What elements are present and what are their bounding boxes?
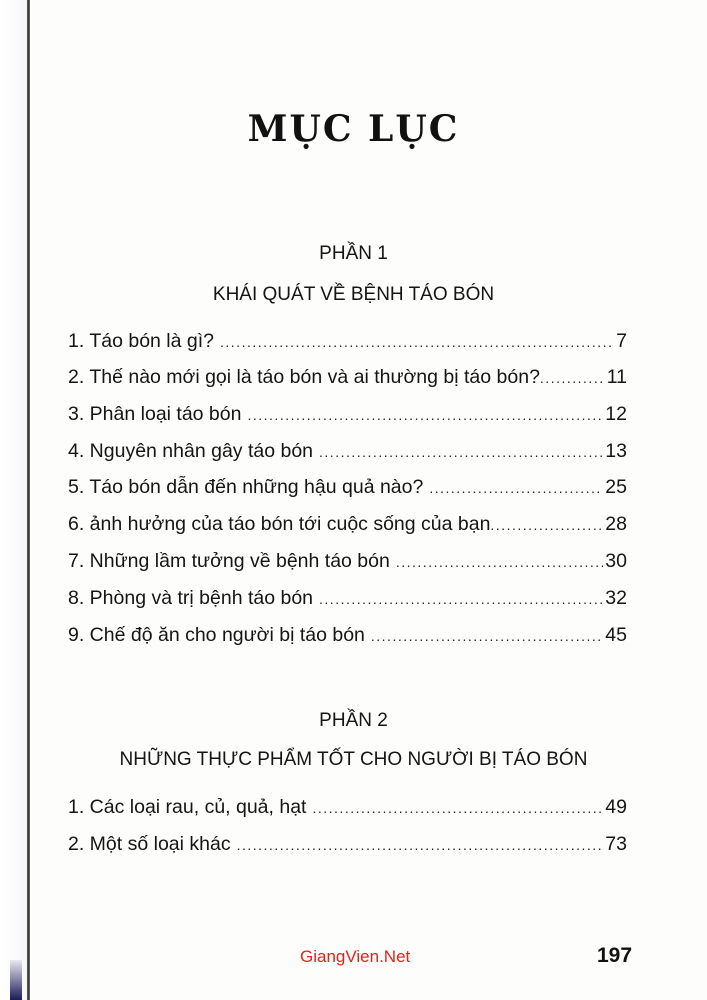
toc-entry-label: 2. Thế nào mới gọi là táo bón và ai thường bị táo bón? xyxy=(68,366,540,388)
toc-entry-label: 1. Táo bón là gì? xyxy=(68,330,215,352)
part-1-subtitle: KHÁI QUÁT VỀ BỆNH TÁO BÓN xyxy=(212,284,495,305)
toc-entry[interactable] xyxy=(68,403,627,433)
dot-leader xyxy=(319,591,603,607)
toc-entry[interactable] xyxy=(68,796,627,826)
toc-entry[interactable] xyxy=(68,366,627,396)
toc-entry-label: 1. Các loại rau, củ, quả, hạt xyxy=(68,796,307,818)
toc-entry-page: 73 xyxy=(605,833,627,855)
toc-entry[interactable] xyxy=(68,476,627,506)
toc-entry-label: 3. Phân loại táo bón xyxy=(68,403,242,425)
toc-entry-page: 12 xyxy=(605,403,627,425)
page-title: MỤC LỤC xyxy=(247,108,460,150)
dot-leader xyxy=(429,480,603,496)
dot-leader xyxy=(540,370,605,386)
part-2-heading: PHẦN 2 xyxy=(319,710,388,731)
dot-leader xyxy=(371,628,603,644)
dot-leader xyxy=(237,837,604,853)
toc-entry-page: 30 xyxy=(605,550,627,572)
toc-entry-page: 28 xyxy=(605,513,627,535)
toc-entry-page: 25 xyxy=(605,476,627,498)
toc-entry[interactable] xyxy=(68,624,627,654)
toc-entry[interactable] xyxy=(68,587,627,617)
dot-leader xyxy=(220,334,614,350)
part-2-subtitle: NHỮNG THỰC PHẨM TỐT CHO NGƯỜI BỊ TÁO BÓN xyxy=(119,749,588,770)
toc-entry[interactable] xyxy=(68,330,627,360)
cover-edge xyxy=(10,960,22,1000)
dot-leader xyxy=(396,554,603,570)
toc-entry-page: 7 xyxy=(616,330,627,352)
toc-entry-label: 5. Táo bón dẫn đến những hậu quả nào? xyxy=(68,476,424,498)
toc-entry[interactable] xyxy=(68,440,627,470)
toc-entry[interactable] xyxy=(68,550,627,580)
toc-entry-page: 32 xyxy=(605,587,627,609)
book-spine-edge xyxy=(27,0,30,1000)
page-number: 197 xyxy=(597,944,633,967)
dot-leader xyxy=(490,517,603,533)
dot-leader xyxy=(319,444,603,460)
toc-entry-page: 49 xyxy=(605,796,627,818)
page-gutter xyxy=(0,0,27,1000)
toc-entry-page: 13 xyxy=(605,440,627,462)
toc-entry-label: 7. Những lầm tưởng về bệnh táo bón xyxy=(68,550,390,572)
toc-entry-page: 11 xyxy=(606,366,627,388)
part-1-heading: PHẦN 1 xyxy=(319,243,388,264)
toc-entry-page: 45 xyxy=(605,624,627,646)
watermark-link[interactable]: GiangVien.Net xyxy=(300,947,411,966)
toc-entry-label: 2. Một số loại khác xyxy=(68,833,231,855)
dot-leader xyxy=(247,407,603,423)
toc-entry-label: 6. ảnh hưởng của táo bón tới cuộc sống của bạn xyxy=(68,513,491,535)
toc-entry-label: 9. Chế độ ăn cho người bị táo bón xyxy=(68,624,365,646)
toc-entry[interactable] xyxy=(68,513,627,543)
toc-entry[interactable] xyxy=(68,833,627,863)
toc-entry-label: 8. Phòng và trị bệnh táo bón xyxy=(68,587,314,609)
toc-entry-label: 4. Nguyên nhân gây táo bón xyxy=(68,440,314,462)
dot-leader xyxy=(312,800,603,816)
